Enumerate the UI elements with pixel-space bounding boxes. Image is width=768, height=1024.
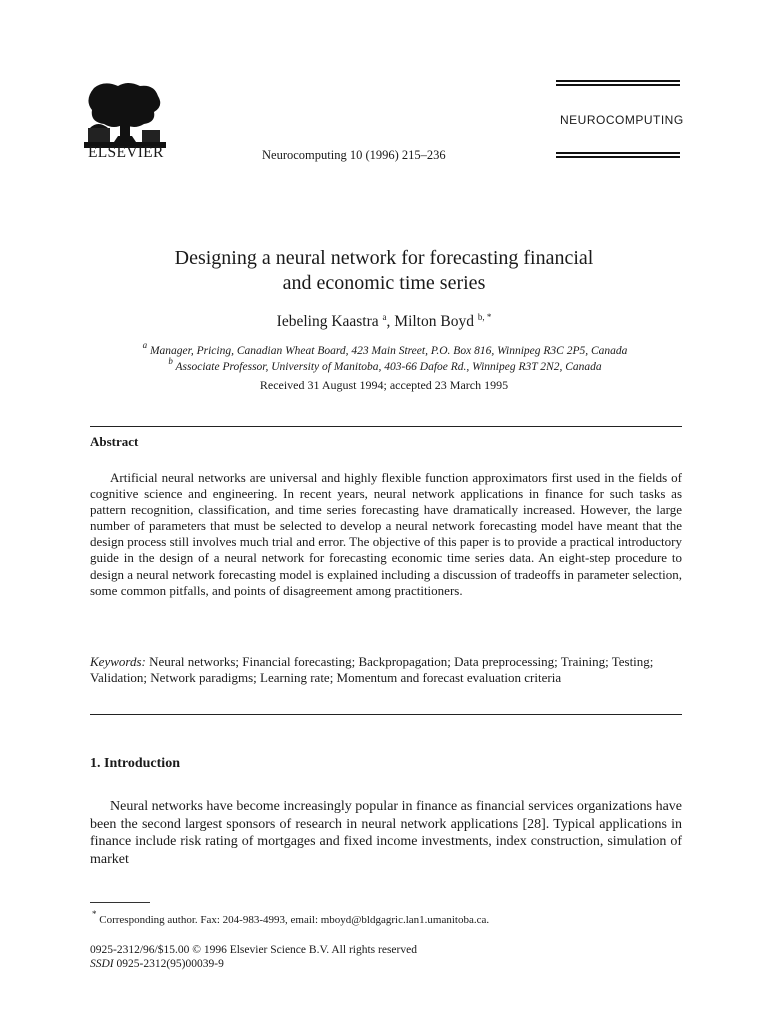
affiliation-mark: a [142, 340, 148, 350]
journal-citation: Neurocomputing 10 (1996) 215–236 [262, 148, 446, 162]
divider [90, 714, 682, 715]
header-rule-bottom [556, 152, 680, 160]
author-separator: , [386, 313, 395, 330]
introduction-paragraph: Neural networks have become increasingly popular in finance as financial services organizations have been the second largest sponsors of research in neural network applications [28]. Typical applications in finance include risk rating of mortgages and fixed income investments, index construction, simulation of market [90, 799, 682, 868]
received-dates: Received 31 August 1994; accepted 23 March 1995 [259, 378, 509, 392]
ssdi-number: 0925-2312(95)00039-9 [116, 958, 224, 970]
footnote-mark: * [92, 909, 97, 919]
keywords [90, 654, 682, 686]
authors [96, 312, 672, 331]
affiliation-text: Manager, Pricing, Canadian Wheat Board, 423 Main Street, P.O. Box 816, Winnipeg R3C 2P5, Canada [149, 345, 628, 357]
keywords-list: Neural networks; Financial forecasting; Backpropagation; Data preprocessing; Training; Testing; Validation; Network paradigms; Learning rate; Momentum and forecast evaluation criteria [90, 654, 654, 686]
affiliation [80, 340, 690, 357]
publisher-name: ELSEVIER [88, 144, 164, 161]
footnote-rule [90, 902, 150, 903]
author-mark: a [382, 312, 387, 322]
footnote-text: Corresponding author. Fax: 204-983-4993, email: mboyd@bldgagric.lan1.umanitoba.ca. [99, 914, 490, 926]
article-title [96, 246, 672, 296]
copyright-line: 0925-2312/96/$15.00 © 1996 Elsevier Science B.V. All rights reserved [90, 944, 417, 956]
abstract-paragraph: Artificial neural networks are universal and highly flexible function approximators first used in the fields of cognitive science and engineering. In recent years, neural network applications in finance for such tasks as pattern recognition, classification, and time series forecasting have dramatically increased. However, the large number of parameters that must be selected to develop a neural network forecasting model have meant that the design process still involves much trial and error. The objective of this paper is to provide a practical introductory guide in the design of a neural network for forecasting economic time series data. An eight-step procedure to design a neural network forecasting model is explained including a discussion of tradeoffs in parameter selection, some common pitfalls, and points of disagreement among practitioners. [90, 470, 682, 598]
journal-name: NEUROCOMPUTING [560, 113, 684, 127]
abstract-heading: Abstract [90, 434, 139, 449]
author-name: Iebeling Kaastra [276, 313, 379, 330]
title-line-2: and economic time series [282, 272, 486, 294]
affiliation-mark: b [168, 356, 173, 366]
ssdi-label: SSDI [90, 958, 114, 970]
affiliation [80, 356, 690, 373]
section-heading: 1. Introduction [90, 756, 180, 771]
copyright-block [90, 943, 417, 971]
affiliation-text: Associate Professor, University of Manitoba, 403-66 Dafoe Rd., Winnipeg R3T 2N2, Canada [175, 361, 602, 373]
abstract-body [90, 470, 682, 599]
elsevier-tree-logo-icon [84, 80, 166, 150]
divider [90, 426, 682, 427]
author-mark: b, * [477, 312, 492, 322]
keywords-label: Keywords: [90, 654, 146, 669]
footnote [92, 909, 489, 926]
header-rule-top [556, 80, 680, 88]
author-name: Milton Boyd [394, 313, 474, 330]
ssdi-line [90, 957, 417, 971]
introduction-body [90, 798, 682, 869]
title-line-1: Designing a neural network for forecasting financial [174, 247, 594, 269]
